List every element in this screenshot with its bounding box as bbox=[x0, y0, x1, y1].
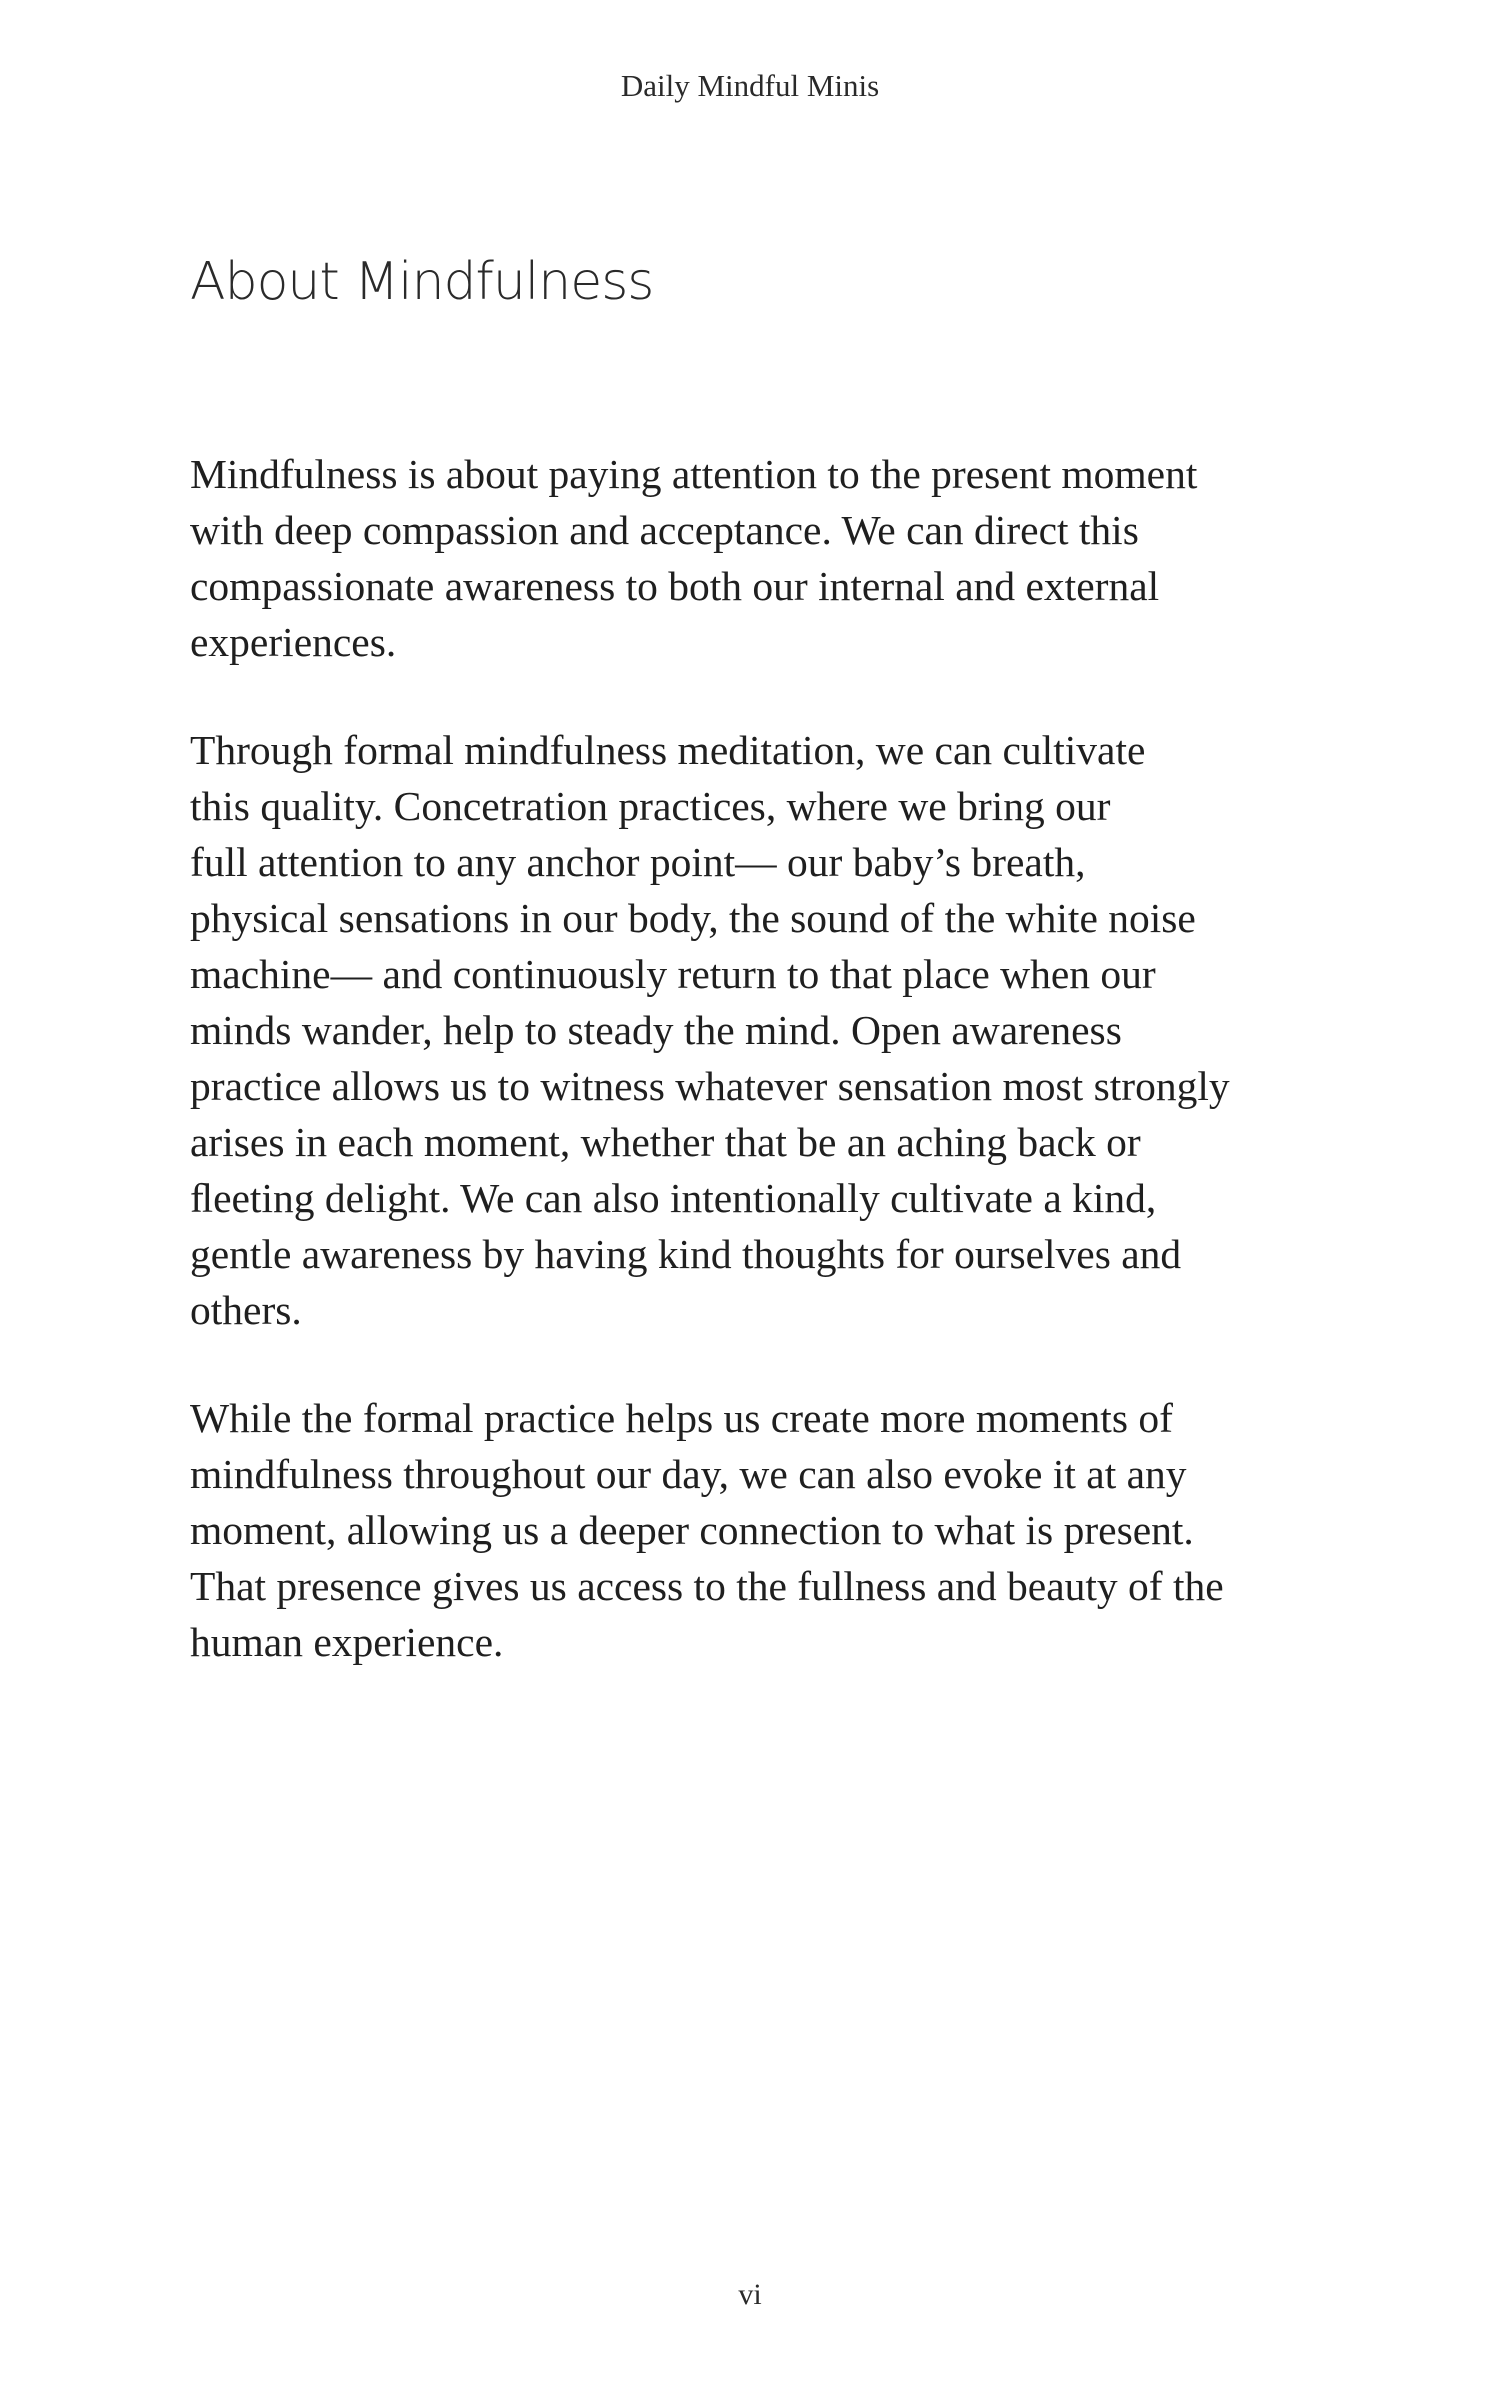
paragraph bbox=[190, 1390, 1360, 1670]
text-line: with deep compassion and acceptance. We can direct this bbox=[190, 507, 1139, 553]
text-line: compassionate awareness to both our internal and external bbox=[190, 563, 1160, 609]
paragraph bbox=[190, 446, 1360, 670]
text-line: gentle awareness by having kind thoughts for ourselves and bbox=[190, 1231, 1182, 1277]
chapter-title: About Mindfulness bbox=[190, 252, 654, 312]
page-number: vi bbox=[738, 2278, 762, 2311]
text-line: That presence gives us access to the fullness and beauty of the bbox=[190, 1563, 1224, 1609]
paragraph bbox=[190, 722, 1360, 1338]
text-line: While the formal practice helps us create more moments of bbox=[190, 1395, 1173, 1441]
text-line: mindfulness throughout our day, we can also evoke it at any bbox=[190, 1451, 1187, 1497]
text-line: moment, allowing us a deeper connection to what is present. bbox=[190, 1507, 1194, 1553]
text-line: full attention to any anchor point— our baby’s breath, bbox=[190, 839, 1086, 885]
text-line: practice allows us to witness whatever sensation most strongly bbox=[190, 1063, 1230, 1109]
running-header: Daily Mindful Minis bbox=[620, 68, 880, 103]
text-line: human experience. bbox=[190, 1619, 504, 1665]
text-line: Mindfulness is about paying attention to the present moment bbox=[190, 451, 1198, 497]
text-line: machine— and continuously return to that place when our bbox=[190, 951, 1156, 997]
text-line: this quality. Concetration practices, where we bring our bbox=[190, 783, 1111, 829]
text-line: physical sensations in our body, the sound of the white noise bbox=[190, 895, 1196, 941]
text-line: experiences. bbox=[190, 619, 397, 665]
body-text bbox=[190, 446, 1360, 1722]
text-line: ﬂeeting delight. We can also intentionally cultivate a kind, bbox=[190, 1175, 1157, 1221]
text-line: arises in each moment, whether that be an aching back or bbox=[190, 1119, 1141, 1165]
text-line: Through formal mindfulness meditation, we can cultivate bbox=[190, 727, 1146, 773]
text-line: others. bbox=[190, 1287, 302, 1333]
text-line: minds wander, help to steady the mind. Open awareness bbox=[190, 1007, 1122, 1053]
